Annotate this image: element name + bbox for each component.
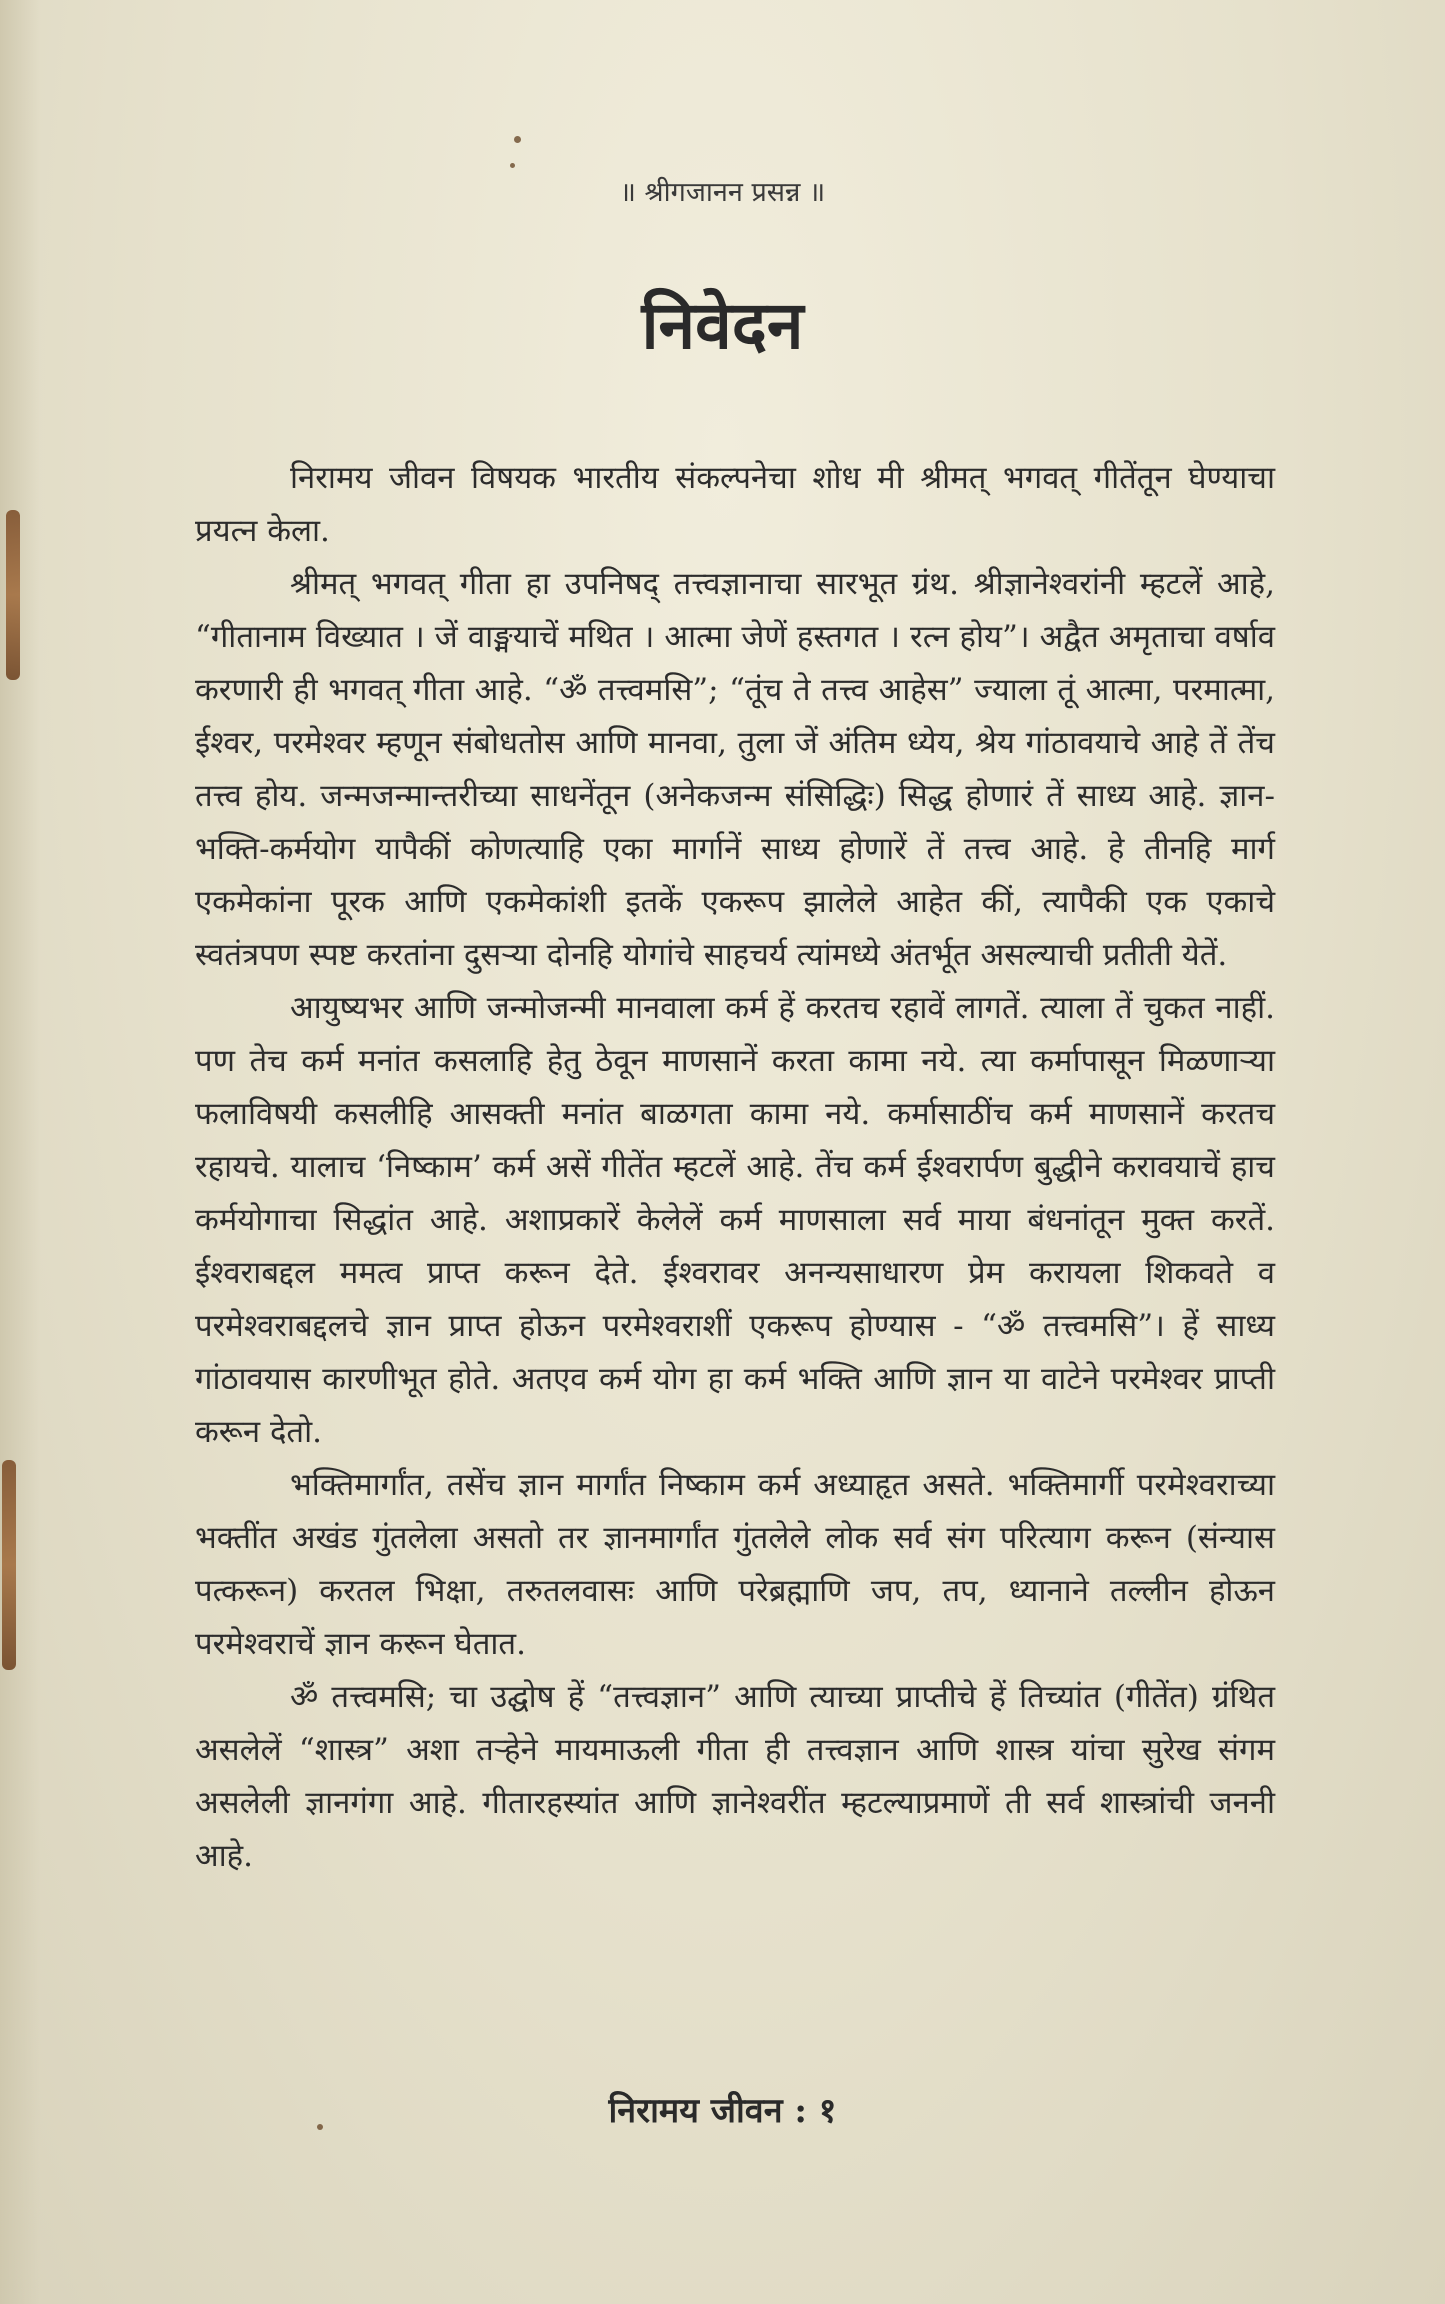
page-footer: निरामय जीवन : १ (608, 2091, 837, 2131)
paper-speck (514, 136, 521, 143)
invocation-line: ॥ श्रीगजानन प्रसन्न ॥ (619, 177, 826, 208)
paragraph: आयुष्यभर आणि जन्मोजन्मी मानवाला कर्म हें करतच रहावें लागतें. त्याला तें चुकत नाहीं. पण तेच कर्म मनांत कसलाहि हेतु ठेवून माणसानें करता कामा नये. त्या कर्मापासून मिळणाऱ्या फलाविषयी कसलीहि आसक्ती मनांत बाळगता कामा नये. कर्मासाठींच कर्म माणसानें करतच रहायचे. यालाच ‘निष्काम’ कर्म असें गीतेंत म्हटलें आहे. तेंच कर्म ईश्वरार्पण बुद्धीने करावयाचें हाच कर्मयोगाचा सिद्धांत आहे. अशाप्रकारें केलेलें कर्म माणसाला सर्व माया बंधनांतून मुक्त करतें. ईश्वराबद्दल ममत्व प्राप्त करून देते. ईश्वरावर अनन्यसाधारण प्रेम करायला शिकवते व परमेश्वराबद्दलचे ज्ञान प्राप्त होऊन परमेश्वराशीं एकरूप होण्यास - “ॐ तत्त्वमसि”। हें साध्य गांठावयास कारणीभूत होते. अतएव कर्म योग हा कर्म भक्ति आणि ज्ञान या वाटेने परमेश्वर प्राप्ती करून देतो. (195, 990, 1275, 1450)
page-title: निवेदन (641, 286, 804, 364)
binding-stain (2, 1460, 16, 1670)
body-text (195, 452, 1275, 1883)
paragraph: ॐ तत्त्वमसि; चा उद्घोष हें “तत्त्वज्ञान” आणि त्याच्या प्राप्तीचे हें तिच्यांत (गीतेंत) ग्रंथित असलेलें “शास्त्र” अशा तऱ्हेने मायमाऊली गीता ही तत्त्वज्ञान आणि शास्त्र यांचा सुरेख संगम असलेली ज्ञानगंगा आहे. गीतारहस्यांत आणि ज्ञानेश्वरींत म्हटल्याप्रमाणें ती सर्व शास्त्रांची जननी आहे. (195, 1679, 1275, 1874)
paragraph: निरामय जीवन विषयक भारतीय संकल्पनेचा शोध मी श्रीमत् भगवत् गीतेंतून घेण्याचा प्रयत्न केला. (195, 460, 1275, 549)
paper-speck (510, 163, 515, 168)
paragraph: भक्तिमार्गांत, तसेंच ज्ञान मार्गांत निष्काम कर्म अध्याहृत असते. भक्तिमार्गी परमेश्वराच्या भक्तींत अखंड गुंतलेला असतो तर ज्ञानमार्गांत गुंतलेले लोक सर्व संग परित्याग करून (संन्यास पत्करून) करतल भिक्षा, तरुतलवासः आणि परेब्रह्माणि जप, तप, ध्यानाने तल्लीन होऊन परमेश्वराचें ज्ञान करून घेतात. (195, 1467, 1275, 1662)
paragraph: श्रीमत् भगवत् गीता हा उपनिषद् तत्त्वज्ञानाचा सारभूत ग्रंथ. श्रीज्ञानेश्वरांनी म्हटलें आहे, “गीतानाम विख्यात । जें वाङ्मयाचें मथित । आत्मा जेणें हस्तगत । रत्न होय”। अद्वैत अमृताचा वर्षाव करणारी ही भगवत् गीता आहे. “ॐ तत्त्वमसि”; “तूंच ते तत्त्व आहेस” ज्याला तूं आत्मा, परमात्मा, ईश्वर, परमेश्वर म्हणून संबोधतोस आणि मानवा, तुला जें अंतिम ध्येय, श्रेय गांठावयाचे आहे तें तेंच तत्त्व होय. जन्मजन्मान्तरीच्या साधनेंतून (अनेकजन्म संसिद्धिः) सिद्ध होणारं तें साध्य आहे. ज्ञान-भक्ति-कर्मयोग यापैकीं कोणत्याहि एका मार्गानें साध्य होणारें तें तत्त्व आहे. हे तीनहि मार्ग एकमेकांना पूरक आणि एकमेकांशी इतकें एकरूप झालेले आहेत कीं, त्यापैकी एक एकाचे स्वतंत्रपण स्पष्ट करतांना दुसऱ्या दोनहि योगांचे साहचर्य त्यांमध्ये अंतर्भूत असल्याची प्रतीती येतें. (195, 566, 1275, 973)
binding-stain (6, 510, 20, 680)
